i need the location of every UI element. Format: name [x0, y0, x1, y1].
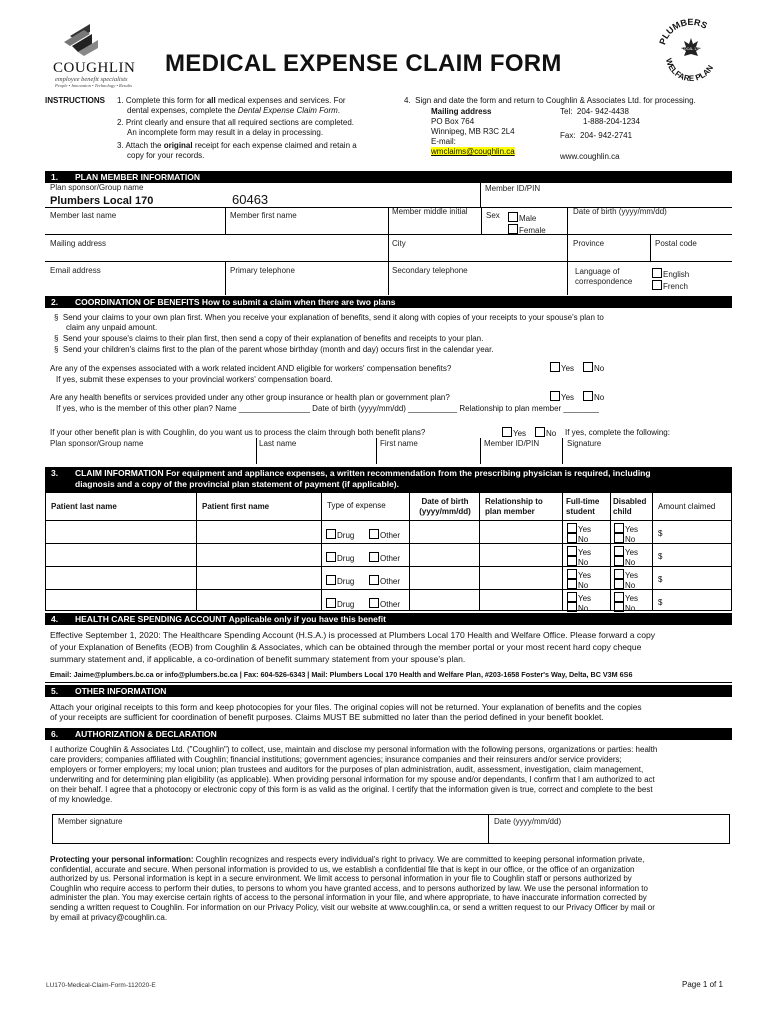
sex-label: Sex — [486, 211, 500, 220]
col-patient-last: Patient last name — [51, 502, 117, 511]
svg-text:WELFARE PLAN — [664, 57, 715, 83]
logo-small: People • Innovation • Technology • Results — [55, 83, 133, 88]
fulltime-yes[interactable]: Yes — [567, 569, 591, 581]
both-plans-followup: If yes, complete the following: — [565, 428, 670, 437]
fulltime-no[interactable]: No — [567, 579, 588, 591]
disabled-no[interactable]: No — [614, 602, 635, 614]
contact-phone-block: Tel: 204- 942-4438 1-888-204-1234 — [560, 107, 640, 126]
signature-box — [52, 814, 730, 844]
secondary-telephone-label: Secondary telephone — [392, 266, 468, 275]
hsa-text: Effective September 1, 2020: The Healthcare Spending Account (H.S.A.) is processed at Plumbers Local 170 Health and Welfare Office. Please forward a copy of your Explanation of Benefits (EOB) from Coughlin & Associates, which can be obtained through the member portal or your most recent hard copy cheque summary statement and, if applicable, a co-ordination of benefit summary statement from your spouse's plan. — [50, 630, 656, 664]
seal-bottom-text: WELFARE PLAN — [663, 57, 716, 84]
member-last-name-label: Member last name — [50, 211, 117, 220]
signature-date-field[interactable]: Date (yyyy/mm/dd) — [494, 817, 562, 826]
page-number: Page 1 of 1 — [682, 980, 723, 989]
other-plan-question: Are any health benefits or services provided under any other group insurance or health plan or government plan? — [50, 393, 450, 402]
province-label: Province — [573, 239, 605, 248]
website-link[interactable]: www.coughlin.ca — [560, 152, 620, 161]
mailing-address-label: Mailing address — [50, 239, 107, 248]
language-english-option[interactable]: English — [652, 268, 689, 279]
fulltime-yes[interactable]: Yes — [567, 592, 591, 604]
col-disabled: Disabled child — [613, 497, 647, 516]
member-signature-field[interactable]: Member signature — [58, 817, 123, 826]
mailing-address-block: Mailing address PO Box 764 Winnipeg, MB R3C 2L4 E-mail: wmclaims@coughlin.ca — [431, 107, 515, 156]
disabled-yes[interactable]: Yes — [614, 569, 638, 581]
disabled-yes[interactable]: Yes — [614, 546, 638, 558]
amount-field[interactable]: $ — [658, 529, 663, 538]
cob-bullet-3: § Send your children's claims first to the plan of the parent whose birthday (month and day) occurs first in the calendar year. — [54, 345, 494, 354]
member-first-name-label: Member first name — [230, 211, 297, 220]
coughlin-both-plans-question: If your other benefit plan is with Coughlin, do you want us to process the claim through both benefit plans? — [50, 428, 426, 437]
language-label: Language of correspondence — [575, 267, 633, 286]
plumbers-welfare-seal — [654, 14, 728, 88]
col-fulltime: Full-time student — [566, 497, 600, 516]
fulltime-no[interactable]: No — [567, 602, 588, 614]
other-info-text: Attach your original receipts to this form and keep photocopies for your files. The original copies will not be returned. Your explanation of benefits and the copies of your receipts are sufficient for coordination of benefit purposes. Claims MUST BE submitted no later than the period defined in your benefit booklet. — [50, 702, 642, 722]
amount-field[interactable]: $ — [658, 575, 663, 584]
dob-label: Date of birth (yyyy/mm/dd) — [573, 207, 667, 216]
amount-field[interactable]: $ — [658, 598, 663, 607]
other-plan-no[interactable]: No — [583, 391, 604, 403]
cob-bullet-2: § Send your spouse's claims to their plan first, then send a copy of their explanation of benefits and receipts to your plan. — [54, 334, 484, 343]
member-id-label: Member ID/PIN — [485, 184, 541, 193]
disabled-yes[interactable]: Yes — [614, 592, 638, 604]
other-plan-sponsor-label: Plan sponsor/Group name — [50, 439, 144, 448]
col-dob: Date of birth (yyyy/mm/dd) — [419, 497, 471, 516]
plan-sponsor-label: Plan sponsor/Group name — [50, 183, 144, 192]
drug-option[interactable]: Drug — [326, 598, 354, 610]
city-label: City — [392, 239, 406, 248]
other-option[interactable]: Other — [369, 552, 400, 564]
svg-text:PLUMBERS — [657, 17, 709, 46]
instruction-2: 2. Print clearly and ensure that all required sections are completed. An incomplete form may result in a delay in processing. — [117, 118, 355, 137]
claims-email-link[interactable]: wmclaims@coughlin.ca — [431, 147, 515, 156]
cob-bullet-1: § Send your claims to your own plan first. When you receive your explanation of benefits, send it along with copies of your receipts to your spouse's plan to — [54, 313, 604, 322]
col-amount: Amount claimed — [658, 502, 716, 511]
primary-telephone-label: Primary telephone — [230, 266, 295, 275]
male-checkbox — [508, 212, 518, 222]
instructions-label: INSTRUCTIONS — [45, 96, 105, 105]
disabled-no[interactable]: No — [614, 556, 635, 568]
group-number[interactable]: 60463 — [232, 192, 269, 207]
privacy-statement: Protecting your personal information: Coughlin recognizes and respects every individual's right to privacy. We are committed to keeping personal information private, confidential, accurate and secure. When personal information is provided to us, we establish a confidential file that is kept in our office, or the office of an organization authorized by us. Personal information is kept in a secure environment. We limit access to personal information in your file to Coughlin staff or persons authorized by Coughlin who require access to perform their duties, to persons to whom you have granted access, and to persons authorized by law. We use the personal information to administer the plan. You may exercise certain rights of access to the personal information in your file, and where appropriate, to have inaccurate information corrected by sending a written request to Coughlin. For information on our Privacy Policy, visit our website at www.coughlin.ca, or send a written request to our Privacy Officer by mail or by email at privacy@coughlin.ca. — [50, 855, 655, 922]
disabled-yes[interactable]: Yes — [614, 523, 638, 535]
other-plan-member-details[interactable]: If yes, who is the member of this other plan? Name ________________ Date of birth (yyyy/mm/dd) ___________ Relationship to plan member ________ — [56, 404, 599, 413]
workers-comp-no[interactable]: No — [583, 362, 604, 374]
drug-option[interactable]: Drug — [326, 529, 354, 541]
fulltime-yes[interactable]: Yes — [567, 546, 591, 558]
section1-header: 1. PLAN MEMBER INFORMATION — [45, 171, 732, 183]
disabled-no[interactable]: No — [614, 579, 635, 591]
french-checkbox — [652, 280, 662, 290]
other-last-name-label: Last name — [259, 439, 297, 448]
workers-comp-note: If yes, submit these expenses to your provincial workers' compensation board. — [56, 375, 333, 384]
language-french-option[interactable]: French — [652, 280, 688, 291]
other-option[interactable]: Other — [369, 575, 400, 587]
other-option[interactable]: Other — [369, 529, 400, 541]
member-middle-initial-label: Member middle initial — [392, 207, 468, 216]
other-first-name-label: First name — [380, 439, 418, 448]
col-relationship: Relationship to plan member — [485, 497, 543, 516]
fulltime-no[interactable]: No — [567, 533, 588, 545]
workers-comp-yes[interactable]: Yes — [550, 362, 574, 374]
workers-comp-question: Are any of the expenses associated with a work related incident AND eligible for workers' compensation benefits? — [50, 364, 452, 373]
instruction-1: 1. Complete this form for all medical expenses and services. For dental expenses, complete the Dental Expense Claim Form. — [117, 96, 346, 115]
sex-female-option[interactable]: Female — [508, 224, 546, 235]
drug-option[interactable]: Drug — [326, 575, 354, 587]
hsa-contact: Email: Jaime@plumbers.bc.ca or info@plumbers.bc.ca | Fax: 604-526-6343 | Mail: Plumbers Local 170 Health and Welfare Plan, #203-1658 Foster's Way, Delta, BC V3M 6S6 — [50, 670, 633, 679]
page-title: MEDICAL EXPENSE CLAIM FORM — [165, 50, 562, 77]
plan-sponsor-value[interactable]: Plumbers Local 170 — [50, 195, 154, 207]
logo-text: COUGHLIN — [53, 60, 136, 76]
contact-fax: Fax: 204- 942-2741 — [560, 131, 633, 140]
logo-tagline: employee benefit specialists — [55, 76, 128, 83]
section5-header: 5. OTHER INFORMATION — [45, 685, 732, 697]
section2-header: 2. COORDINATION OF BENEFITS How to submit a claim when there are two plans — [45, 296, 732, 308]
seal-center-text: LOCAL 170 — [681, 47, 701, 51]
drug-option[interactable]: Drug — [326, 552, 354, 564]
other-member-id-label: Member ID/PIN — [484, 439, 540, 448]
instruction-3: 3. Attach the original receipt for each expense claimed and retain a copy for your records. — [117, 141, 357, 160]
other-plan-yes[interactable]: Yes — [550, 391, 574, 403]
both-plans-yes[interactable]: Yes — [502, 427, 526, 439]
col-type: Type of expense — [327, 501, 386, 510]
postal-code-label: Postal code — [655, 239, 697, 248]
both-plans-no[interactable]: No — [535, 427, 556, 439]
cob-bullet-1-cont: claim any unpaid amount. — [66, 323, 158, 332]
fulltime-yes[interactable]: Yes — [567, 523, 591, 535]
col-patient-first: Patient first name — [202, 502, 270, 511]
section3-header: 3. CLAIM INFORMATION For equipment and appliance expenses, a written recommendation from the prescribing physician is required, including diagnosis and a copy of the provincial plan statement of payment (if applicable). — [45, 467, 732, 492]
other-option[interactable]: Other — [369, 598, 400, 610]
instruction-4: 4. Sign and date the form and return to Coughlin & Associates Ltd. for processing. — [404, 96, 696, 105]
fulltime-no[interactable]: No — [567, 556, 588, 568]
disabled-no[interactable]: No — [614, 533, 635, 545]
amount-field[interactable]: $ — [658, 552, 663, 561]
seal-top-text: PLUMBERS — [657, 16, 709, 46]
english-checkbox — [652, 268, 662, 278]
authorization-text: I authorize Coughlin & Associates Ltd. ("Coughlin") to collect, use, maintain and disclose my personal information with the following persons, organizations or parties: health care providers; companies affiliated with Coughlin; financial institutions; government agencies; insurance companies and their reinsurers and/or service providers; employers or former employers; my local union; plan trustees and auditors for the purposes of plan administration, audit, assessment, investigation, claim management, underwriting and for determining plan eligibility (as applicable). When providing personal information for my spouse and/or dependants, I confirm that I am authorized to act on their behalf. I agree that a photocopy or electronic copy of this form is as valid as the original. I certify that the information given is true, correct and complete to the best of my knowledge. — [50, 745, 658, 804]
sex-male-option[interactable]: Male — [508, 212, 536, 223]
female-checkbox — [508, 224, 518, 234]
section4-header: 4. HEALTH CARE SPENDING ACCOUNT Applicable only if you have this benefit — [45, 613, 732, 625]
section6-header: 6. AUTHORIZATION & DECLARATION — [45, 728, 732, 740]
other-signature-label: Signature — [567, 439, 602, 448]
email-address-label: Email address — [50, 266, 101, 275]
form-id: LU170-Medical-Claim-Form-112020-E — [46, 982, 156, 989]
